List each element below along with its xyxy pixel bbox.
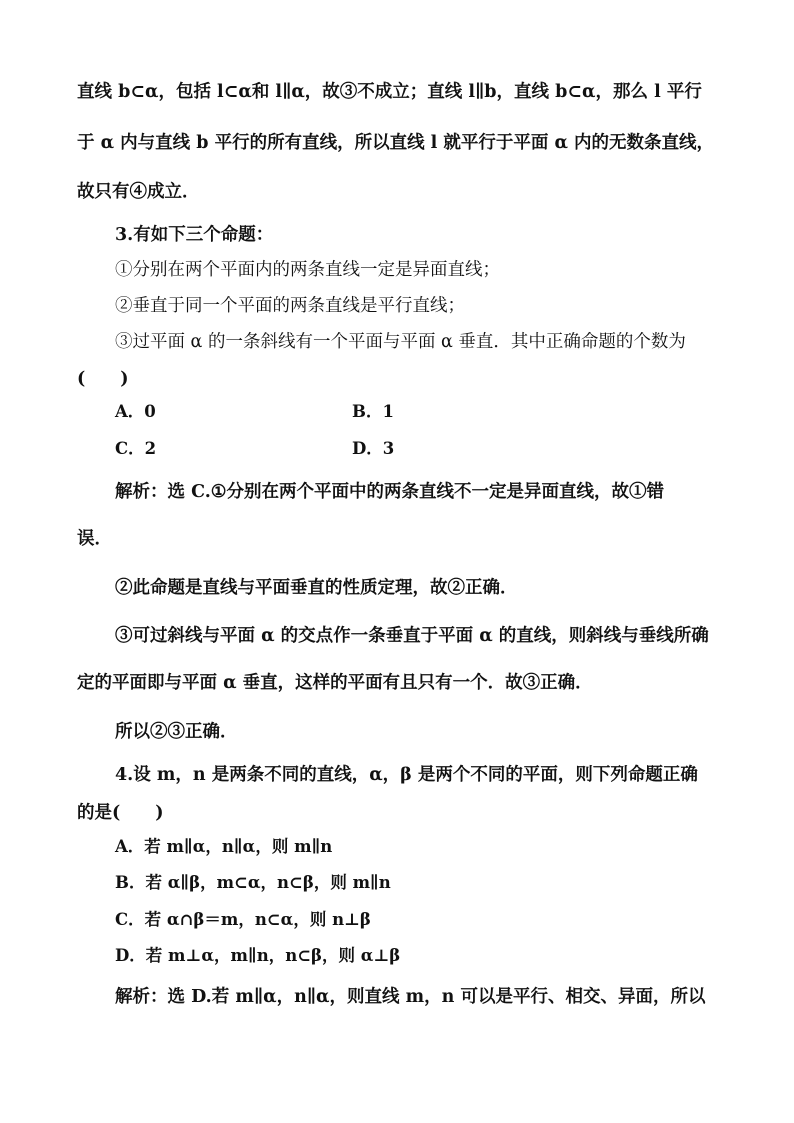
q4-option-c: C．若 α∩β＝m，n⊂α，则 n⊥β xyxy=(115,910,371,929)
intro-line-2: 于 α 内与直线 b 平行的所有直线，所以直线 l 就平行于平面 α 内的无数条直线， xyxy=(77,133,715,153)
q3-option-a: A．0 xyxy=(115,402,156,421)
q4-option-b: B．若 α∥β，m⊂α，n⊂β，则 m∥n xyxy=(115,873,391,892)
q3-solution-line-3: ②此命题是直线与平面垂直的性质定理，故②正确． xyxy=(115,578,518,598)
q4-option-a: A．若 m∥α，n∥α，则 m∥n xyxy=(115,837,333,856)
q3-proposition-2: ②垂直于同一个平面的两条直线是平行直线； xyxy=(115,296,465,316)
intro-line-3: 故只有④成立． xyxy=(77,182,200,202)
q3-solution-line-2: 误． xyxy=(77,529,112,549)
q3-solution-line-4: ③可过斜线与平面 α 的交点作一条垂直于平面 α 的直线，则斜线与垂线所确 xyxy=(115,626,709,646)
q3-option-c: C．2 xyxy=(115,439,157,458)
q4-stem-line-2: 的是( ) xyxy=(77,803,164,823)
q4-stem-line-1: 4.设 m，n 是两条不同的直线，α，β 是两个不同的平面，则下列命题正确 xyxy=(115,765,698,785)
intro-line-1: 直线 b⊂α，包括 l⊂α和 l∥α，故③不成立；直线 l∥b，直线 b⊂α，那么 l 平行 xyxy=(77,82,702,102)
q3-proposition-3: ③过平面 α 的一条斜线有一个平面与平面 α 垂直．其中正确命题的个数为 xyxy=(115,332,686,352)
q3-answer-blank: ( ) xyxy=(77,369,129,389)
q3-option-d: D．3 xyxy=(352,439,395,458)
q3-proposition-1: ①分别在两个平面内的两条直线一定是异面直线； xyxy=(115,260,500,280)
q4-option-d: D．若 m⊥α，m∥n，n⊂β，则 α⊥β xyxy=(115,946,401,965)
q3-stem: 3.有如下三个命题： xyxy=(115,225,274,245)
q3-option-b: B．1 xyxy=(352,402,394,421)
q4-solution-line-1: 解析：选 D.若 m∥α，n∥α，则直线 m，n 可以是平行、相交、异面，所以 xyxy=(115,987,706,1007)
q3-solution-line-5: 定的平面即与平面 α 垂直，这样的平面有且只有一个．故③正确． xyxy=(77,673,593,693)
q3-solution-line-1: 解析：选 C.①分别在两个平面中的两条直线不一定是异面直线，故①错 xyxy=(115,482,664,502)
q3-solution-line-6: 所以②③正确． xyxy=(115,722,238,742)
